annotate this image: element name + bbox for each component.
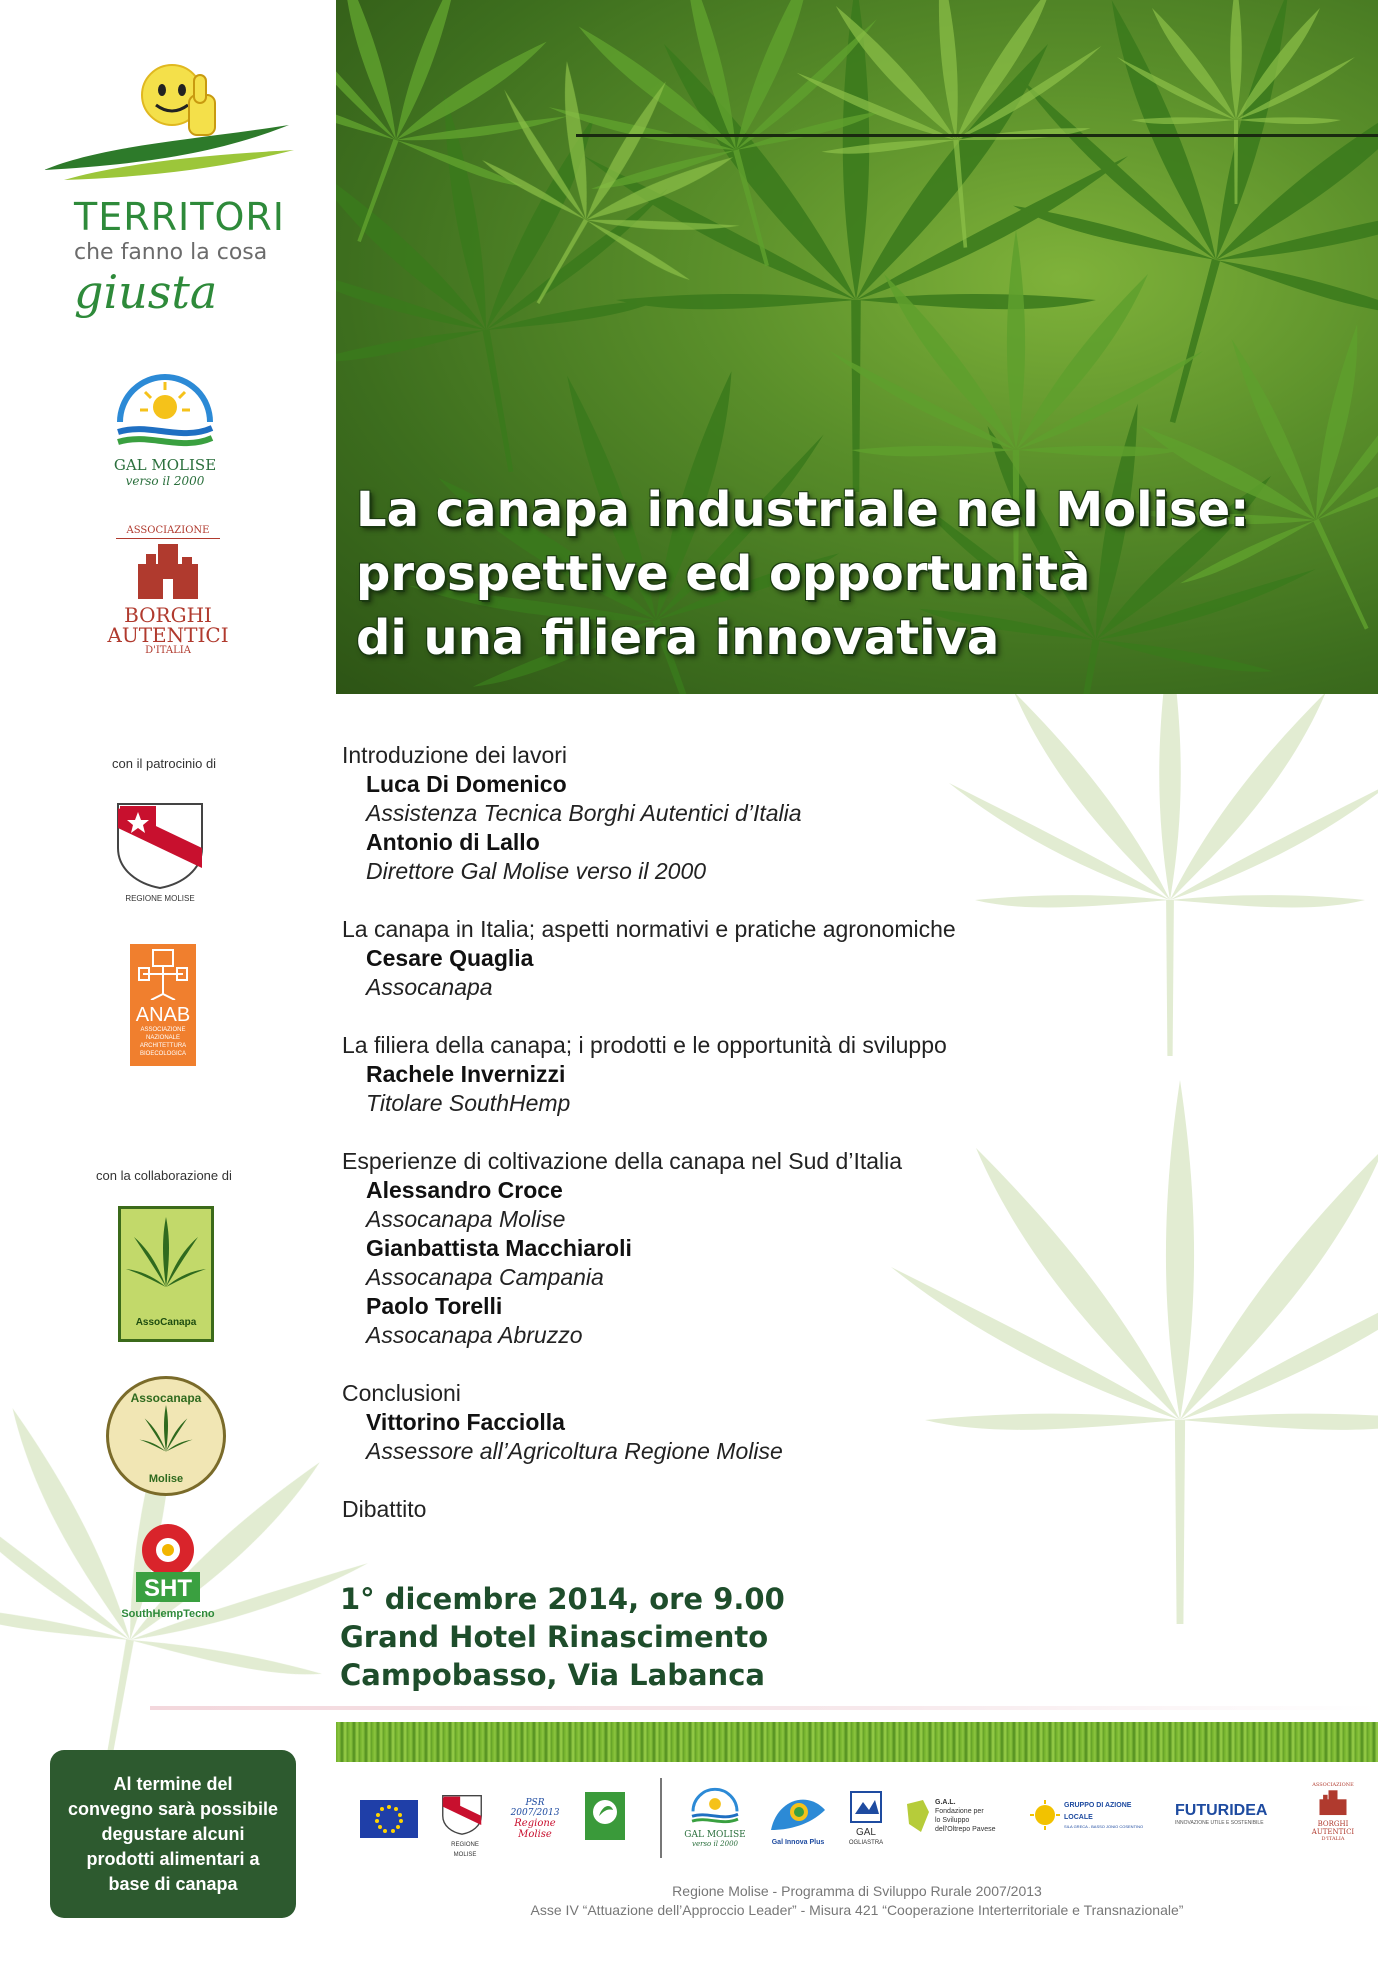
- footer-separator: [660, 1778, 662, 1858]
- gal-oltrepo-line-2: lo Sviluppo: [935, 1817, 970, 1824]
- gal-sila-sub: SILA GRECA - BASSO JONIO COSENTINO: [1064, 1824, 1144, 1829]
- futuridea-sub: INNOVAZIONE UTILE E SOSTENIBILE: [1175, 1820, 1264, 1826]
- gal-ogliastra-icon: [849, 1790, 883, 1824]
- leader-logo: [585, 1792, 625, 1844]
- assocanapa-logo: [118, 1206, 214, 1342]
- gal-molise-footer-sub: verso il 2000: [692, 1840, 738, 1848]
- eu-flag-logo: [360, 1800, 418, 1842]
- speaker-name: Vittorino Facciolla: [366, 1409, 565, 1435]
- anab-sub-2: NAZIONALE: [145, 1035, 180, 1041]
- borghi-top: ASSOCIAZIONE: [116, 525, 220, 539]
- regione-molise-shield-small-icon: [440, 1792, 484, 1836]
- hemp-leaf-icon-2: [134, 1405, 198, 1469]
- brand-line-1: TERRITORI: [74, 195, 285, 239]
- footer-line-2: Asse IV “Attuazione dell’Approccio Leader” - Misura 421 “Cooperazione Interterritoriale e Transnazionale”: [530, 1902, 1184, 1918]
- borghi-sub: D'ITALIA: [145, 645, 191, 656]
- program-section: [342, 1030, 1062, 1118]
- leader-icon: [585, 1792, 625, 1840]
- gal-molise-sun-small-icon: [687, 1782, 743, 1826]
- gal-molise-name: GAL MOLISE: [113, 456, 217, 474]
- anab-logo: [130, 944, 196, 1066]
- gal-sila-logo: [1030, 1800, 1160, 1830]
- sht-name: SouthHempTecno: [121, 1608, 215, 1620]
- gal-molise-footer-logo: [680, 1782, 750, 1848]
- speaker-role: Assocanapa Abruzzo: [366, 1322, 583, 1348]
- regione-molise-logo: [110, 798, 210, 904]
- speaker: [342, 1292, 1062, 1350]
- gal-ogliastra-sub: OGLIASTRA: [848, 1840, 884, 1846]
- gal-oltrepo-map-icon: [903, 1798, 931, 1834]
- borghi-autentici-logo: [98, 525, 238, 656]
- borghi-name-1: BORGHI: [124, 603, 212, 627]
- speaker-role: Direttore Gal Molise verso il 2000: [366, 858, 707, 884]
- regione-molise-footer-logo: [440, 1792, 490, 1860]
- psr-logo: [500, 1798, 570, 1840]
- gal-innova-caption: Gal Innova Plus: [771, 1839, 825, 1846]
- psr-title: PSR 2007/2013: [510, 1798, 560, 1818]
- speaker: [342, 1408, 1062, 1466]
- regione-molise-shield-icon: [112, 798, 208, 890]
- program-section: [342, 740, 1062, 886]
- event-date: 1° dicembre 2014, ore 9.00: [340, 1582, 785, 1616]
- borghi-footer-top: ASSOCIAZIONE: [1312, 1782, 1354, 1788]
- note-line: Al termine del: [113, 1774, 233, 1794]
- section-title: Conclusioni: [342, 1380, 461, 1406]
- borghi-footer-name: BORGHI AUTENTICI: [1311, 1820, 1355, 1836]
- footer-line-1: Regione Molise - Programma di Sviluppo Rurale 2007/2013: [672, 1883, 1042, 1899]
- gal-innova-plus-logo: [765, 1790, 831, 1848]
- gal-molise-logo: [100, 362, 230, 488]
- assocanapa-molise-top: Assocanapa: [130, 1391, 202, 1405]
- gal-oltrepo-line-3: dell'Oltrepo Pavese: [935, 1826, 996, 1833]
- note-line: degustare alcuni: [101, 1824, 245, 1844]
- speaker-role: Titolare SouthHemp: [366, 1090, 571, 1116]
- tasting-note: [50, 1750, 296, 1918]
- hero-title-line-3: di una filiera innovativa: [356, 610, 1000, 666]
- speaker-name: Rachele Invernizzi: [366, 1061, 566, 1087]
- collaborazione-label: con la collaborazione di: [96, 1168, 232, 1183]
- speaker-role: Assessore all’Agricoltura Regione Molise: [366, 1438, 783, 1464]
- speaker: [342, 1176, 1062, 1234]
- hero-title-line-1: La canapa industriale nel Molise:: [356, 482, 1250, 538]
- eu-flag-icon: [360, 1800, 418, 1838]
- speaker-role: Assocanapa Molise: [366, 1206, 566, 1232]
- grass-strip: [336, 1722, 1378, 1762]
- hemp-leaf-icon: [126, 1217, 206, 1313]
- footer-regione-caption: REGIONE MOLISE: [451, 1842, 479, 1858]
- event-info: [340, 1580, 1040, 1694]
- hero-title-line-2: prospettive ed opportunità: [356, 546, 1091, 602]
- gal-sila-name: GRUPPO DI AZIONE LOCALE: [1064, 1802, 1132, 1821]
- hero-rule: [576, 134, 1378, 137]
- speaker-role: Assistenza Tecnica Borghi Autentici d’Italia: [366, 800, 802, 826]
- castle-icon: [128, 539, 208, 601]
- borghi-footer-sub: D'ITALIA: [1321, 1836, 1345, 1842]
- speaker-role: Assocanapa: [366, 974, 493, 1000]
- note-line: convegno sarà possibile: [67, 1799, 279, 1819]
- sidebar: [0, 0, 336, 1969]
- program: [342, 740, 1062, 1552]
- gal-oltrepo-title: G.A.L.: [935, 1799, 956, 1806]
- borghi-footer-logo: [1303, 1782, 1363, 1842]
- patrocinio-label: con il patrocinio di: [112, 756, 217, 771]
- castle-small-icon: [1315, 1788, 1351, 1816]
- section-title: Esperienze di coltivazione della canapa nel Sud d’Italia: [342, 1148, 903, 1174]
- speaker: [342, 770, 1062, 828]
- hero-image: [336, 0, 1378, 694]
- speaker: [342, 1234, 1062, 1292]
- speaker-name: Paolo Torelli: [366, 1293, 503, 1319]
- gal-molise-sun-icon: [110, 362, 220, 452]
- program-section: [342, 914, 1062, 1002]
- brand-line-2: che fanno la cosa: [74, 240, 268, 265]
- assocanapa-molise-logo: [106, 1376, 226, 1496]
- hero-title: [356, 478, 1366, 670]
- futuridea-name: FUTURIDEA: [1175, 1802, 1268, 1819]
- gal-oltrepo-logo: [903, 1798, 1013, 1834]
- speaker-name: Gianbattista Macchiaroli: [366, 1235, 632, 1261]
- gal-molise-footer-name: GAL MOLISE: [684, 1830, 746, 1840]
- speaker-name: Luca Di Domenico: [366, 771, 567, 797]
- regione-molise-caption: REGIONE MOLISE: [125, 894, 195, 903]
- note-line: prodotti alimentari a: [86, 1849, 260, 1869]
- anab-sub-1: ASSOCIAZIONE: [140, 1027, 186, 1033]
- gal-innova-icon: [767, 1790, 829, 1834]
- sht-abbr: SHT: [144, 1575, 192, 1602]
- psr-sub: Regione Molise: [514, 1818, 556, 1840]
- event-venue: Grand Hotel Rinascimento: [340, 1620, 769, 1654]
- section-title: La canapa in Italia; aspetti normativi e pratiche agronomiche: [342, 916, 956, 942]
- divider-line: [150, 1706, 1378, 1710]
- program-section: [342, 1146, 1062, 1350]
- speaker-name: Antonio di Lallo: [366, 829, 540, 855]
- event-place: Campobasso, Via Labanca: [340, 1658, 765, 1692]
- footer-logos: [355, 1778, 1365, 1868]
- anab-sub-3: ARCHITETTURA: [139, 1043, 187, 1049]
- assocanapa-caption: AssoCanapa: [135, 1317, 197, 1328]
- gal-oltrepo-line-1: Fondazione per: [935, 1808, 984, 1815]
- borghi-name-2: AUTENTICI: [107, 623, 229, 647]
- assocanapa-molise-bottom: Molise: [148, 1473, 184, 1485]
- speaker: [342, 1060, 1062, 1118]
- program-section: [342, 1378, 1062, 1466]
- section-title: La filiera della canapa; i prodotti e le opportunità di sviluppo: [342, 1032, 947, 1058]
- section-title: Dibattito: [342, 1496, 427, 1522]
- territori-brand: [44, 55, 304, 335]
- southhemptecno-logo: [118, 1520, 218, 1620]
- speaker: [342, 828, 1062, 886]
- footer-text: [336, 1882, 1378, 1920]
- anab-figure-icon: [133, 944, 193, 1000]
- anab-sub-4: BIOECOLOGICA: [139, 1051, 186, 1057]
- section-title: Introduzione dei lavori: [342, 742, 568, 768]
- speaker-name: Cesare Quaglia: [366, 945, 534, 971]
- gal-ogliastra-name: GAL: [855, 1827, 876, 1838]
- gal-ogliastra-logo: [845, 1790, 887, 1848]
- gal-molise-sub: verso il 2000: [125, 474, 205, 488]
- brand-line-3: giusta: [74, 265, 218, 319]
- anab-name: ANAB: [135, 1004, 191, 1026]
- gal-sila-sun-icon: [1030, 1800, 1060, 1830]
- program-section: [342, 1494, 1062, 1524]
- speaker-name: Alessandro Croce: [366, 1177, 563, 1203]
- note-line: base di canapa: [108, 1874, 238, 1894]
- futuridea-logo: [1175, 1802, 1285, 1826]
- sht-flower-icon: [126, 1520, 210, 1604]
- speaker-role: Assocanapa Campania: [366, 1264, 604, 1290]
- smiley-thumbs-up-icon: [44, 55, 304, 190]
- speaker: [342, 944, 1062, 1002]
